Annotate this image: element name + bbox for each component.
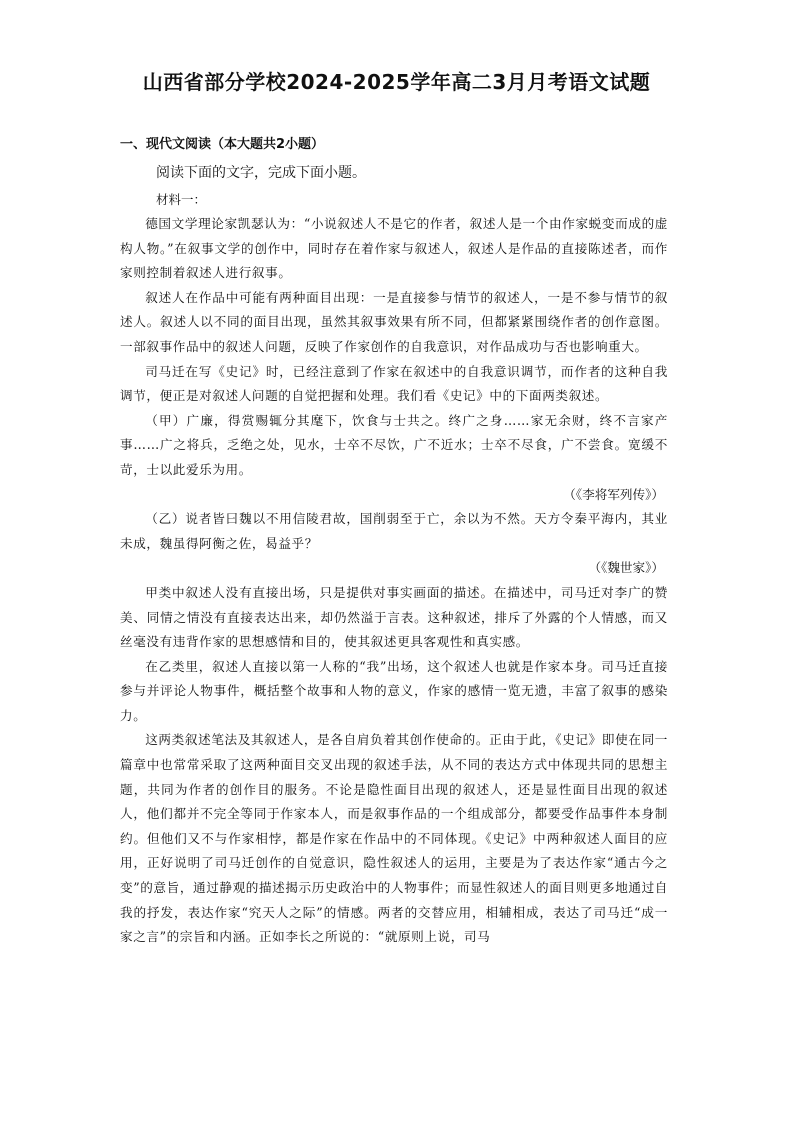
quote-source: （《李将军列传》） (563, 486, 664, 502)
material-label: 材料一： (156, 192, 207, 207)
quote-yi: （乙）说者皆曰魏以不用信陵君故，国削弱至于亡，余以为不然。天方令秦平海内，其业未成，魏虽得阿衡之佐，曷益乎？ (120, 511, 668, 551)
paragraph: 这两类叙述笔法及其叙述人，是各自肩负着其创作使命的。正由于此，《史记》即使在同一篇章中也常常采取了这两种面目交叉出现的叙述手法，从不同的表达方式中体现共同的思想主题，共同为作者的创作目的服务。不论是隐性面目出现的叙述人，还是显性面目出现的叙述人，他们都并不完全等同于作家本人，而是叙事作品的一个组成部分，都要受作品事件本身制约。但他们又不与作家相悖，都是作家在作品中的不同体现。《史记》中两种叙述人面目的应用，正好说明了司马迁创作的自觉意识，隐性叙述人的运用，主要是为了表达作家“通古今之变”的意旨，通过静观的描述揭示历史政治中的人物事件；而显性叙述人的面目则更多地通过自我的抒发，表达作家“究天人之际”的情感。两者的交替应用，相辅相成，表达了司马迁“成一家之言”的宗旨和内涵。正如李长之所说的：“就原则上说，司马 (120, 732, 668, 945)
paragraph: 叙述人在作品中可能有两种面目出现：一是直接参与情节的叙述人，一是不参与情节的叙述人。叙述人以不同的面目出现，虽然其叙事效果有所不同，但都紧紧围绕作者的创作意图。一部叙事作品中的叙述人问题，反映了作家创作的自我意识，对作品成功与否也影响重大。 (120, 289, 668, 354)
paragraph: 司马迁在写《史记》时，已经注意到了作家在叙述中的自我意识调节，而作者的这种自我调节，便正是对叙述人问题的自觉把握和处理。我们看《史记》中的下面两类叙述。 (120, 363, 668, 404)
page-title: 山西省部分学校2024-2025学年高二3月月考语文试题 (142, 70, 651, 94)
paragraph: 在乙类里，叙述人直接以第一人称的“我”出场，这个叙述人也就是作家本身。司马迁直接参与并评论人物事件，概括整个故事和人物的意义，作家的感情一览无遗，丰富了叙事的感染力。 (120, 658, 668, 723)
quote-jia: （甲）广廉，得赏赐辄分其麾下，饮食与士共之。终广之身……家无余财，终不言家产事……广之将兵，乏绝之处，见水，士卒不尽饮，广不近水；士卒不尽食，广不尝食。宽缓不苛，士以此爱乐为用。 (120, 412, 668, 477)
quote-source: （《魏世家》） (588, 560, 664, 576)
paragraph: 德国文学理论家凯瑟认为：“小说叙述人不是它的作者，叙述人是一个由作家蜕变而成的虚构人物。”在叙事文学的创作中，同时存在着作家与叙述人，叙述人是作品的直接陈述者，而作家则控制着叙述人进行叙事。 (120, 216, 668, 281)
passage-body (120, 212, 668, 950)
section-heading: 一、现代文阅读（本大题共2小题） (120, 137, 325, 152)
reading-instruction: 阅读下面的文字，完成下面小题。 (156, 165, 366, 181)
paragraph: 甲类中叙述人没有直接出场，只是提供对事实画面的描述。在描述中，司马迁对李广的赞美、同情之情没有直接表达出来，却仍然溢于言表。这种叙述，排斥了外露的个人情感，而又丝毫没有违背作家的思想感情和目的，使其叙述更具客观性和真实感。 (120, 584, 668, 650)
